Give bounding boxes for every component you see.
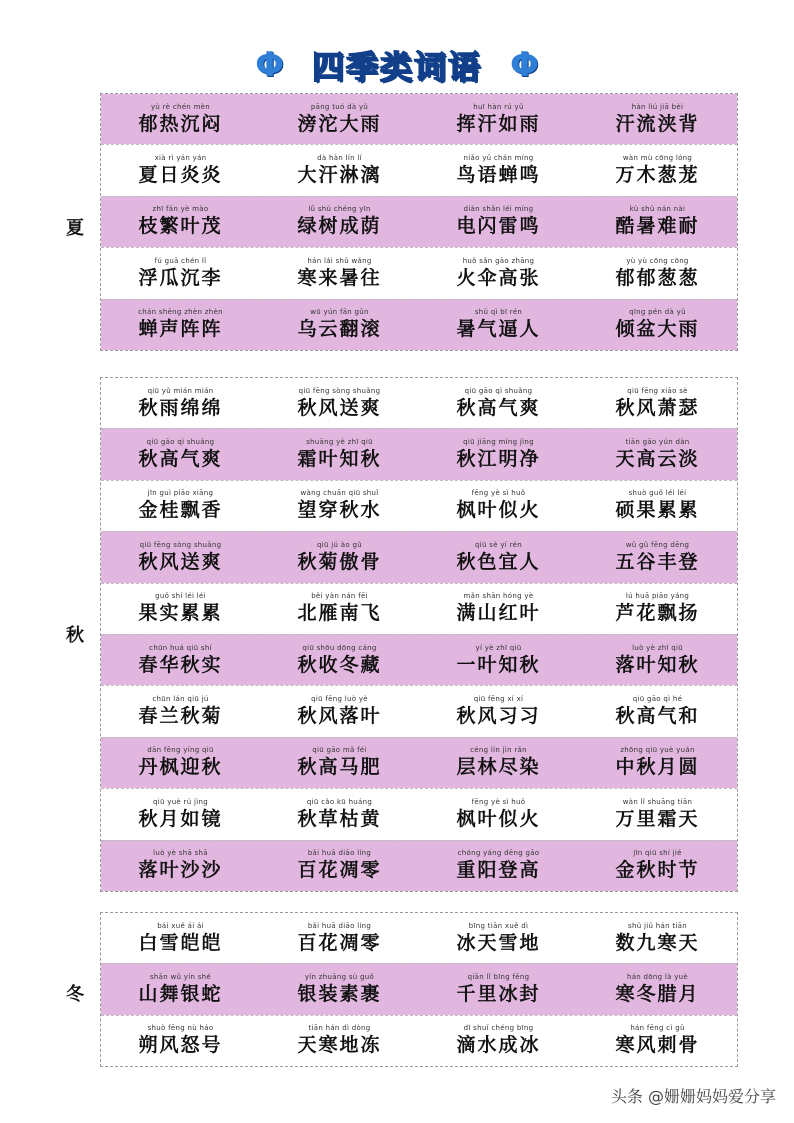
word-row [101, 583, 737, 634]
chinese-word: 秋草枯黄 [297, 807, 382, 830]
pinyin: jīn qiū shí jié [633, 849, 682, 858]
pinyin: yù yù cōng cōng [626, 256, 689, 265]
word-item [260, 841, 419, 891]
chinese-word: 倾盆大雨 [615, 318, 700, 341]
chinese-word: 滴水成冰 [456, 1034, 541, 1057]
word-item [101, 738, 260, 788]
word-item [260, 248, 419, 298]
pinyin: mǎn shān hóng yè [463, 592, 534, 601]
pinyin: huǒ sǎn gāo zhāng [462, 256, 535, 265]
pinyin: lú huā piāo yáng [625, 592, 690, 601]
word-item [419, 964, 578, 1014]
pinyin: shuāng yè zhī qiū [306, 438, 373, 447]
pinyin: chán shēng zhèn zhèn [138, 308, 223, 317]
pinyin: qiū sè yí rén [475, 540, 522, 549]
pinyin: céng lín jìn rǎn [470, 746, 527, 755]
pinyin: qīng pén dà yǔ [629, 308, 686, 317]
pinyin: qiū fēng luò yè [311, 695, 368, 704]
pinyin: qiū gāo qì hé [632, 695, 683, 704]
word-item [101, 841, 260, 891]
word-item [260, 584, 419, 634]
chinese-word: 一叶知秋 [456, 653, 541, 676]
word-row [101, 963, 737, 1014]
chinese-word: 挥汗如雨 [456, 112, 541, 135]
chinese-word: 乌云翻滚 [297, 318, 382, 341]
word-item [419, 1016, 578, 1066]
word-item [419, 913, 578, 963]
chinese-word: 郁热沉闷 [138, 112, 223, 135]
watermark: 头条 @姗姗妈妈爱分享 [610, 1087, 776, 1106]
pinyin: chóng yáng dēng gāo [457, 849, 540, 858]
pinyin: qiū gāo mǎ féi [312, 746, 367, 755]
pinyin: qiū shōu dōng cáng [302, 643, 377, 652]
word-item [260, 686, 419, 736]
pinyin: shǔ jiǔ hán tiān [628, 921, 687, 930]
word-row [101, 428, 737, 479]
word-row [101, 299, 737, 350]
page-header [0, 40, 794, 90]
chinese-word: 春华秋实 [138, 653, 223, 676]
pinyin: wū yún fān gǔn [310, 308, 369, 317]
pinyin: qiū jú ào gǔ [317, 540, 362, 549]
pinyin: yí yè zhī qiū [475, 643, 522, 652]
chinese-word: 鸟语蝉鸣 [456, 164, 541, 187]
chinese-word: 电闪雷鸣 [456, 215, 541, 238]
chinese-word: 白雪皑皑 [138, 931, 223, 954]
word-item [101, 481, 260, 531]
chinese-word: 千里冰封 [456, 983, 541, 1006]
pinyin: chūn huá qiū shí [149, 643, 212, 652]
word-item [578, 635, 737, 685]
word-item [260, 635, 419, 685]
pinyin: qiū fēng sòng shuǎng [139, 540, 222, 549]
chinese-word: 望穿秋水 [297, 499, 382, 522]
word-item [260, 481, 419, 531]
word-item [101, 964, 260, 1014]
chinese-word: 天高云淡 [615, 448, 700, 471]
word-item [419, 481, 578, 531]
chinese-word: 秋收冬藏 [297, 653, 382, 676]
chinese-word: 绿树成荫 [297, 215, 382, 238]
chinese-word: 秋色宜人 [456, 550, 541, 573]
word-item [101, 300, 260, 350]
word-item [578, 300, 737, 350]
word-item [578, 197, 737, 247]
word-row [101, 840, 737, 891]
word-item [101, 1016, 260, 1066]
chinese-word: 百花凋零 [297, 931, 382, 954]
chinese-word: 寒风刺骨 [615, 1034, 700, 1057]
right-deco-icon: Φ [510, 45, 539, 85]
chinese-word: 秋高气和 [615, 705, 700, 728]
pinyin: lǜ shù chéng yīn [308, 205, 371, 214]
chinese-word: 夏日炎炎 [138, 164, 223, 187]
pinyin: hán lái shǔ wǎng [307, 256, 372, 265]
pinyin: fēng yè sì huǒ [471, 797, 526, 806]
chinese-word: 丹枫迎秋 [138, 756, 223, 779]
word-item [419, 378, 578, 428]
chinese-word: 枝繁叶茂 [138, 215, 223, 238]
chinese-word: 金秋时节 [615, 859, 700, 882]
pinyin: wǔ gǔ fēng dēng [625, 540, 690, 549]
word-item [578, 532, 737, 582]
word-item [260, 964, 419, 1014]
word-item [101, 686, 260, 736]
left-deco-icon: Φ [255, 45, 284, 85]
chinese-word: 滂沱大雨 [297, 112, 382, 135]
word-row [101, 196, 737, 247]
word-row [101, 531, 737, 582]
season-section [100, 93, 738, 351]
season-label: 秋 [66, 625, 84, 646]
word-item [260, 300, 419, 350]
pinyin: dà hàn lín lí [317, 154, 362, 163]
pinyin: qiū yǔ mián mián [147, 386, 214, 395]
season-label: 夏 [66, 218, 84, 239]
pinyin: bái xuě ái ái [157, 921, 204, 930]
word-item [101, 635, 260, 685]
word-item [101, 145, 260, 195]
pinyin: wàng chuān qiū shuǐ [300, 489, 379, 498]
chinese-word: 北雁南飞 [297, 602, 382, 625]
page-title: 四季类词语 [311, 48, 482, 86]
chinese-word: 浮瓜沉李 [138, 266, 223, 289]
word-item [101, 248, 260, 298]
pinyin: hán dōng là yuè [626, 973, 689, 982]
word-item [419, 738, 578, 788]
word-row [101, 94, 737, 144]
pinyin: zhōng qiū yuè yuán [620, 746, 695, 755]
chinese-word: 满山红叶 [456, 602, 541, 625]
word-item [101, 197, 260, 247]
chinese-word: 银装素裹 [297, 983, 382, 1006]
chinese-word: 百花凋零 [297, 859, 382, 882]
chinese-word: 蝉声阵阵 [138, 318, 223, 341]
pinyin: qiū fēng xí xí [473, 695, 524, 704]
pinyin: qiū fēng sòng shuǎng [298, 386, 381, 395]
word-item [260, 1016, 419, 1066]
chinese-word: 秋风萧瑟 [615, 396, 700, 419]
pinyin: xià rì yán yán [154, 154, 207, 163]
word-row [101, 788, 737, 839]
chinese-word: 枫叶似火 [456, 499, 541, 522]
chinese-word: 火伞高张 [456, 266, 541, 289]
word-item [419, 429, 578, 479]
word-row [101, 737, 737, 788]
season-section [100, 912, 738, 1067]
chinese-word: 暑气逼人 [456, 318, 541, 341]
pinyin: bīng tiān xuě dì [468, 921, 529, 930]
pinyin: luò yè zhī qiū [632, 643, 683, 652]
word-item [101, 94, 260, 144]
word-item [260, 378, 419, 428]
word-row [101, 913, 737, 963]
chinese-word: 秋雨绵绵 [138, 396, 223, 419]
pinyin: shān wǔ yín shé [149, 973, 212, 982]
chinese-word: 中秋月圆 [615, 756, 700, 779]
pinyin: qiān lǐ bīng fēng [467, 973, 530, 982]
word-item [578, 481, 737, 531]
word-row [101, 480, 737, 531]
chinese-word: 山舞银蛇 [138, 983, 223, 1006]
pinyin: dī shuǐ chéng bīng [463, 1024, 534, 1033]
word-item [578, 378, 737, 428]
chinese-word: 春兰秋菊 [138, 705, 223, 728]
chinese-word: 五谷丰登 [615, 550, 700, 573]
word-item [419, 789, 578, 839]
word-item [419, 686, 578, 736]
pinyin: kù shǔ nán nài [629, 205, 686, 214]
word-item [578, 964, 737, 1014]
pinyin: luò yè shā shā [153, 849, 208, 858]
chinese-word: 霜叶知秋 [297, 448, 382, 471]
chinese-word: 寒冬腊月 [615, 983, 700, 1006]
pinyin: hàn liú jiā bèi [631, 102, 684, 111]
chinese-word: 芦花飘扬 [615, 602, 700, 625]
word-item [419, 248, 578, 298]
pinyin: qiū fēng xiāo sè [627, 386, 688, 395]
chinese-word: 酷暑难耐 [615, 215, 700, 238]
chinese-word: 秋风送爽 [138, 550, 223, 573]
word-item [578, 738, 737, 788]
pinyin: jīn guì piāo xiāng [147, 489, 214, 498]
word-item [578, 94, 737, 144]
chinese-word: 朔风怒号 [138, 1034, 223, 1057]
chinese-word: 落叶沙沙 [138, 859, 223, 882]
word-item [578, 913, 737, 963]
word-row [101, 1015, 737, 1066]
word-row [101, 685, 737, 736]
word-row [101, 247, 737, 298]
chinese-word: 秋高气爽 [138, 448, 223, 471]
word-item [260, 429, 419, 479]
word-item [419, 635, 578, 685]
pinyin: bǎi huā diāo líng [307, 921, 372, 930]
word-item [419, 145, 578, 195]
word-item [260, 532, 419, 582]
pinyin: shǔ qì bī rén [474, 308, 523, 317]
season-section [100, 377, 738, 892]
chinese-word: 秋菊傲骨 [297, 550, 382, 573]
word-item [578, 429, 737, 479]
pinyin: pāng tuó dà yǔ [310, 102, 369, 111]
word-item [260, 913, 419, 963]
word-item [101, 429, 260, 479]
pinyin: chūn lán qiū jú [152, 695, 209, 704]
word-item [578, 686, 737, 736]
pinyin: niǎo yǔ chán míng [463, 154, 534, 163]
word-item [578, 145, 737, 195]
pinyin: běi yàn nán fēi [311, 592, 368, 601]
chinese-word: 冰天雪地 [456, 931, 541, 954]
word-item [101, 584, 260, 634]
word-item [578, 584, 737, 634]
word-item [101, 913, 260, 963]
pinyin: fēng yè sì huǒ [471, 489, 526, 498]
pinyin: guǒ shí léi léi [155, 592, 206, 601]
pinyin: yù rè chén mèn [150, 102, 211, 111]
pinyin: shuò guǒ léi léi [628, 489, 687, 498]
word-row [101, 144, 737, 195]
chinese-word: 秋江明净 [456, 448, 541, 471]
chinese-word: 寒来暑往 [297, 266, 382, 289]
chinese-word: 重阳登高 [456, 859, 541, 882]
chinese-word: 枫叶似火 [456, 807, 541, 830]
word-item [101, 532, 260, 582]
pinyin: qiū cǎo kū huáng [306, 797, 373, 806]
chinese-word: 秋风落叶 [297, 705, 382, 728]
season-label: 冬 [66, 984, 84, 1005]
pinyin: tiān gāo yún dàn [625, 438, 690, 447]
pinyin: qiū gāo qì shuǎng [464, 386, 533, 395]
chinese-word: 秋高马肥 [297, 756, 382, 779]
chinese-word: 大汗淋漓 [297, 164, 382, 187]
word-item [260, 197, 419, 247]
pinyin: shuò fēng nù háo [147, 1024, 214, 1033]
word-item [260, 94, 419, 144]
pinyin: wàn lǐ shuāng tiān [622, 797, 693, 806]
word-item [101, 789, 260, 839]
word-item [260, 789, 419, 839]
pinyin: hán fēng cì gǔ [630, 1024, 685, 1033]
pinyin: fú guā chén lǐ [154, 256, 207, 265]
word-item [419, 197, 578, 247]
word-item [419, 300, 578, 350]
word-row [101, 634, 737, 685]
word-item [260, 145, 419, 195]
word-item [419, 532, 578, 582]
pinyin: qiū jiāng míng jìng [463, 438, 534, 447]
chinese-word: 层林尽染 [456, 756, 541, 779]
word-item [578, 248, 737, 298]
chinese-word: 果实累累 [138, 602, 223, 625]
pinyin: tiān hán dì dòng [308, 1024, 371, 1033]
word-item [578, 841, 737, 891]
pinyin: qiū yuè rú jìng [153, 797, 208, 806]
pinyin: diàn shǎn léi míng [463, 205, 534, 214]
pinyin: wàn mù cōng lóng [622, 154, 693, 163]
word-item [578, 789, 737, 839]
pinyin: qiū gāo qì shuǎng [146, 438, 215, 447]
chinese-word: 硕果累累 [615, 499, 700, 522]
chinese-word: 天寒地冻 [297, 1034, 382, 1057]
pinyin: dān fēng yíng qiū [147, 746, 214, 755]
word-item [101, 378, 260, 428]
chinese-word: 落叶知秋 [615, 653, 700, 676]
chinese-word: 秋高气爽 [456, 396, 541, 419]
chinese-word: 汗流浃背 [615, 112, 700, 135]
word-item [578, 1016, 737, 1066]
word-item [419, 841, 578, 891]
word-item [419, 584, 578, 634]
chinese-word: 秋风习习 [456, 705, 541, 728]
pinyin: zhī fán yè mào [152, 205, 209, 214]
chinese-word: 数九寒天 [615, 931, 700, 954]
chinese-word: 郁郁葱葱 [615, 266, 700, 289]
chinese-word: 秋风送爽 [297, 396, 382, 419]
pinyin: huī hàn rú yǔ [473, 102, 524, 111]
chinese-word: 万里霜天 [615, 807, 700, 830]
pinyin: bǎi huā diāo líng [307, 849, 372, 858]
chinese-word: 金桂飘香 [138, 499, 223, 522]
pinyin: yín zhuāng sù guǒ [304, 973, 375, 982]
chinese-word: 秋月如镜 [138, 807, 223, 830]
chinese-word: 万木葱茏 [615, 164, 700, 187]
word-row [101, 378, 737, 428]
word-item [419, 94, 578, 144]
word-item [260, 738, 419, 788]
